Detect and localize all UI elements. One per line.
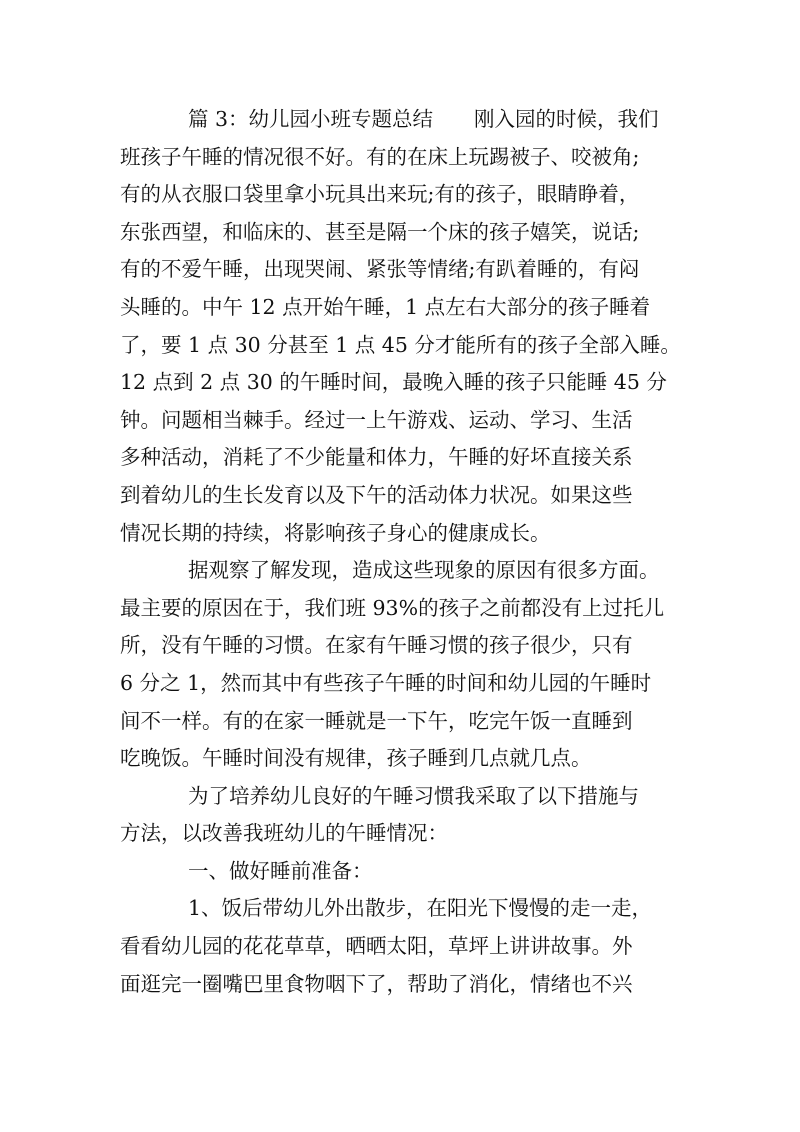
text-line: 吃晚饭。午睡时间没有规律，孩子睡到几点就几点。	[120, 746, 592, 771]
text-line: 到着幼儿的生长发育以及下午的活动体力状况。如果这些	[120, 482, 633, 507]
text-line: 6 分之 1，然而其中有些孩子午睡的时间和幼儿园的午睡时	[120, 670, 652, 695]
text-line: 据观察了解发现，造成这些现象的原因有很多方面。	[188, 558, 660, 583]
text-line: 头睡的。中午 12 点开始午睡，1 点左右大部分的孩子睡着	[120, 294, 651, 319]
text-line: 最主要的原因在于，我们班 93%的孩子之前都没有上过托儿	[120, 595, 665, 620]
text-line: 方法，以改善我班幼儿的午睡情况：	[120, 821, 448, 846]
text-line: 班孩子午睡的情况很不好。有的在床上玩踢被子、咬被角;	[120, 144, 640, 169]
text-line: 有的从衣服口袋里拿小玩具出来玩;有的孩子，眼睛睁着，	[120, 182, 640, 207]
text-line: 面逛完一圈嘴巴里食物咽下了，帮助了消化，情绪也不兴	[120, 971, 633, 996]
text-line: 12 点到 2 点 30 的午睡时间，最晚入睡的孩子只能睡 45 分	[120, 370, 667, 395]
text-line: 1、饭后带幼儿外出散步，在阳光下慢慢的走一走，	[188, 896, 653, 921]
text-line: 看看幼儿园的花花草草，晒晒太阳，草坪上讲讲故事。外	[120, 934, 633, 959]
text-line: 钟。问题相当棘手。经过一上午游戏、运动、学习、生活	[120, 407, 633, 432]
text-line: 情况长期的持续，将影响孩子身心的健康成长。	[120, 520, 551, 545]
text-line: 间不一样。有的在家一睡就是一下午，吃完午饭一直睡到	[120, 708, 633, 733]
text-line: 东张西望，和临床的、甚至是隔一个床的孩子嬉笑，说话;	[120, 219, 640, 244]
text-line: 为了培养幼儿良好的午睡习惯我采取了以下措施与	[188, 783, 639, 808]
text-line: 所，没有午睡的习惯。在家有午睡习惯的孩子很少，只有	[120, 633, 633, 658]
text-line: 有的不爱午睡，出现哭闹、紧张等情绪;有趴着睡的，有闷	[120, 257, 640, 282]
text-line: 多种活动，消耗了不少能量和体力，午睡的好坏直接关系	[120, 445, 633, 470]
document-body	[120, 101, 690, 1003]
text-line: 了，要 1 点 30 分甚至 1 点 45 分才能所有的孩子全部入睡。	[120, 332, 681, 357]
text-line: 一、做好睡前准备：	[188, 858, 373, 883]
text-line: 篇 3：幼儿园小班专题总结 刚入园的时候，我们	[188, 107, 659, 131]
